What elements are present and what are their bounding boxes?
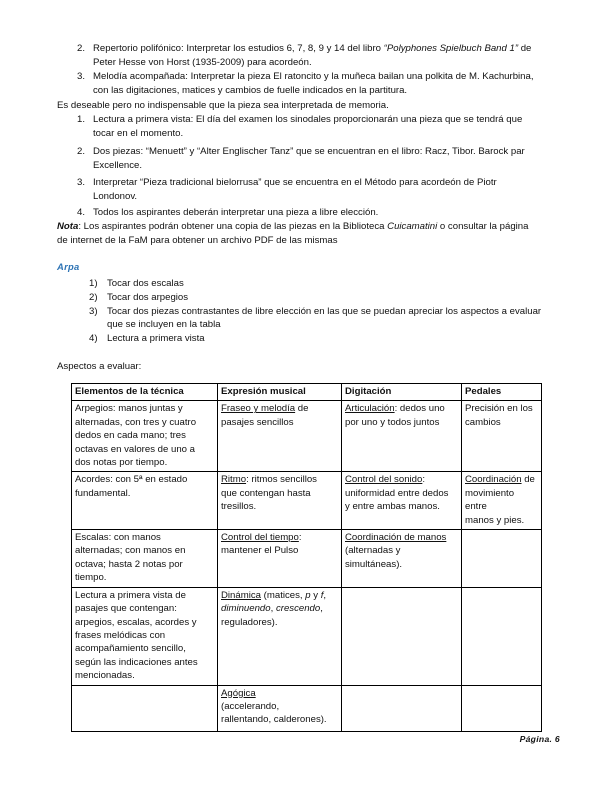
cell-line: mantener el Pulso <box>221 545 299 557</box>
aspectos-heading: Aspectos a evaluar: <box>57 361 142 372</box>
list-item-text: Peter Hesse von Horst (1935-2009) para acordeón. <box>93 57 312 68</box>
text: de <box>295 403 309 415</box>
cell-line: Precisión en los <box>465 403 533 415</box>
list-number: 2) <box>89 292 98 303</box>
cell-line <box>221 473 338 486</box>
list-item-text: Excellence. <box>93 160 143 171</box>
list-item-text: Tocar dos escalas <box>107 278 184 289</box>
cell-line: Lectura a primera vista de <box>75 589 186 601</box>
table-cell <box>462 587 542 685</box>
cell-line: arpegios, escalas, acordes y <box>75 616 197 628</box>
text: f <box>320 589 324 601</box>
underlined-term: Coordinación de manos <box>345 532 447 544</box>
cell-line <box>221 531 338 544</box>
cell-line: Acordes: con 5ª en estado <box>75 474 188 486</box>
list-number: 2. <box>77 146 86 157</box>
nota-paragraph <box>57 220 528 233</box>
cell-line <box>345 473 458 486</box>
underlined-term: Control del sonido <box>345 474 423 486</box>
cell-line <box>465 473 538 486</box>
list-item-text: Lectura a primera vista: El día del examen los sinodales proporcionarán una pieza que se tendrá que <box>93 114 523 125</box>
table-cell <box>218 530 342 588</box>
cell-line: cambios <box>465 416 501 428</box>
table-cell <box>218 587 342 685</box>
text: crescendo <box>275 603 321 615</box>
cell-line: alternadas; con manos en <box>75 545 186 557</box>
cell-line: movimiento entre <box>465 487 515 513</box>
table-cell <box>342 530 462 588</box>
list-item-text: Tocar dos piezas contrastantes de libre elección en las que se puedan apreciar los aspectos a evaluar <box>107 306 542 317</box>
text: o consultar la página <box>437 221 529 232</box>
text: diminuendo <box>221 603 271 615</box>
table-row <box>72 587 542 685</box>
table-cell <box>72 685 218 731</box>
cell-line: pasajes que contengan: <box>75 603 177 615</box>
header-cell: Pedales <box>462 384 542 401</box>
cell-line: según las indicaciones antes <box>75 656 198 668</box>
cell-line: (accelerando, <box>221 700 280 712</box>
underlined-term: Coordinación <box>465 474 522 486</box>
text: : Los aspirantes podrán obtener una copia de las piezas en la Biblioteca <box>78 221 388 232</box>
cell-line: (alternadas y <box>345 545 401 557</box>
cell-line: dedos en cada mano; tres <box>75 430 186 442</box>
nota-label: Nota <box>57 221 79 232</box>
text: , <box>323 589 327 601</box>
table-row <box>72 401 542 472</box>
cell-line <box>221 402 338 415</box>
header-cell: Digitación <box>342 384 462 401</box>
underlined-term: Ritmo <box>221 474 247 486</box>
table-row <box>72 530 542 588</box>
table-cell <box>462 472 542 530</box>
table-cell <box>72 401 218 472</box>
underlined-term: Control del tiempo <box>221 532 299 544</box>
list-number: 2. <box>77 43 86 54</box>
cell-line: pasajes sencillos <box>221 416 294 428</box>
cell-line: reguladores). <box>221 616 278 628</box>
text: p <box>305 589 311 601</box>
table-header-row <box>72 384 542 401</box>
table-row <box>72 472 542 530</box>
list-item-text: Tocar dos arpegios <box>107 292 189 303</box>
table-cell <box>342 587 462 685</box>
cell-line: y entre ambas manos. <box>345 501 440 513</box>
header-cell: Expresión musical <box>218 384 342 401</box>
text: : <box>298 532 302 544</box>
list-number: 1. <box>77 114 86 125</box>
book-title: “Polyphones Spielbuch Band 1” <box>383 43 519 54</box>
table-cell <box>342 401 462 472</box>
underlined-term: Dinámica <box>221 589 261 601</box>
list-item-text: con las digitaciones, matices y cambios de fuelle indicados en la partitura. <box>93 85 408 96</box>
cell-line: manos y pies. <box>465 514 525 526</box>
table-row <box>72 685 542 731</box>
table-cell <box>72 472 218 530</box>
cell-line: tresillos. <box>221 501 257 513</box>
cell-line <box>345 402 458 415</box>
cell-line: tiempo. <box>75 572 107 584</box>
header-cell: Elementos de la técnica <box>72 384 218 401</box>
cell-line: simultáneas). <box>345 558 403 570</box>
text: Repertorio polifónico: Interpretar los estudios 6, 7, 8, 9 y 14 del libro <box>93 43 384 54</box>
library-name: Cuicamatini <box>387 221 438 232</box>
cell-line: uniformidad entre dedos <box>345 487 449 499</box>
cell-line <box>345 531 458 544</box>
list-item-text: Interpretar “Pieza tradicional bielorrusa” que se encuentra en el Método para acordeón de Piotr <box>93 177 497 188</box>
evaluation-table <box>71 383 542 732</box>
text: : dedos uno <box>394 403 445 415</box>
page-number: Página. 6 <box>519 734 560 744</box>
cell-line: mencionadas. <box>75 670 135 682</box>
list-item-text: Lectura a primera vista <box>107 333 205 344</box>
list-number: 3. <box>77 71 86 82</box>
cell-line: dos notas por tiempo. <box>75 457 168 469</box>
list-item-text: Todos los aspirantes deberán interpretar una pieza a libre elección. <box>93 207 379 218</box>
text: : <box>422 474 426 486</box>
list-item-text: que se incluyen en la tabla <box>107 319 221 330</box>
text: y <box>310 589 321 601</box>
cell-line: Escalas: con manos <box>75 532 161 544</box>
cell-line: octavas en valores de uno a <box>75 443 196 455</box>
list-number: 3) <box>89 306 98 317</box>
table-cell <box>218 401 342 472</box>
table-cell <box>342 685 462 731</box>
memory-note: Es deseable pero no indispensable que la pieza sea interpretada de memoria. <box>57 100 389 111</box>
cell-line: rallentando, calderones). <box>221 714 327 726</box>
cell-line: alternadas, con tres y cuatro <box>75 416 197 428</box>
table-cell <box>462 685 542 731</box>
cell-line: fundamental. <box>75 487 131 499</box>
underlined-term: Agógica <box>221 687 256 699</box>
cell-line <box>221 602 338 615</box>
list-item-text: Londonov. <box>93 191 138 202</box>
list-item-text: tocar en el momento. <box>93 128 184 139</box>
list-item-text <box>93 42 531 55</box>
cell-line <box>221 589 338 602</box>
cell-line: Arpegios: manos juntas y <box>75 403 183 415</box>
table-cell <box>218 472 342 530</box>
cell-line: que contengan hasta <box>221 487 311 499</box>
text: de <box>518 43 532 54</box>
table-cell <box>72 587 218 685</box>
text: (matices, <box>261 589 306 601</box>
table-cell <box>462 401 542 472</box>
table-cell <box>218 685 342 731</box>
list-number: 4) <box>89 333 98 344</box>
cell-line <box>221 687 338 700</box>
table-cell <box>72 530 218 588</box>
cell-line: frases melódicas con <box>75 629 166 641</box>
list-number: 3. <box>77 177 86 188</box>
text: : ritmos sencillos <box>246 474 317 486</box>
underlined-term: Fraseo y melodía <box>221 403 296 415</box>
list-item-text: Dos piezas: “Menuett” y “Alter Englischer Tanz” que se encuentran en el libro: Racz, Tibor. Barock par <box>93 146 525 157</box>
list-item-text: Melodía acompañada: Interpretar la pieza El ratoncito y la muñeca bailan una polkita de M. Kachurbina, <box>93 71 534 82</box>
cell-line: por uno y todos juntos <box>345 416 440 428</box>
cell-line: acompañamiento sencillo, <box>75 643 186 655</box>
section-title-arpa: Arpa <box>57 261 80 272</box>
table-cell <box>342 472 462 530</box>
nota-line2: de internet de la FaM para obtener un archivo PDF de las mismas <box>57 235 338 246</box>
text: , <box>270 603 276 615</box>
list-number: 4. <box>77 207 86 218</box>
text: , <box>320 603 323 615</box>
table-cell <box>462 530 542 588</box>
cell-line: octava; hasta 2 notas por <box>75 558 183 570</box>
text: de <box>521 474 535 486</box>
underlined-term: Articulación <box>345 403 395 415</box>
list-number: 1) <box>89 278 98 289</box>
